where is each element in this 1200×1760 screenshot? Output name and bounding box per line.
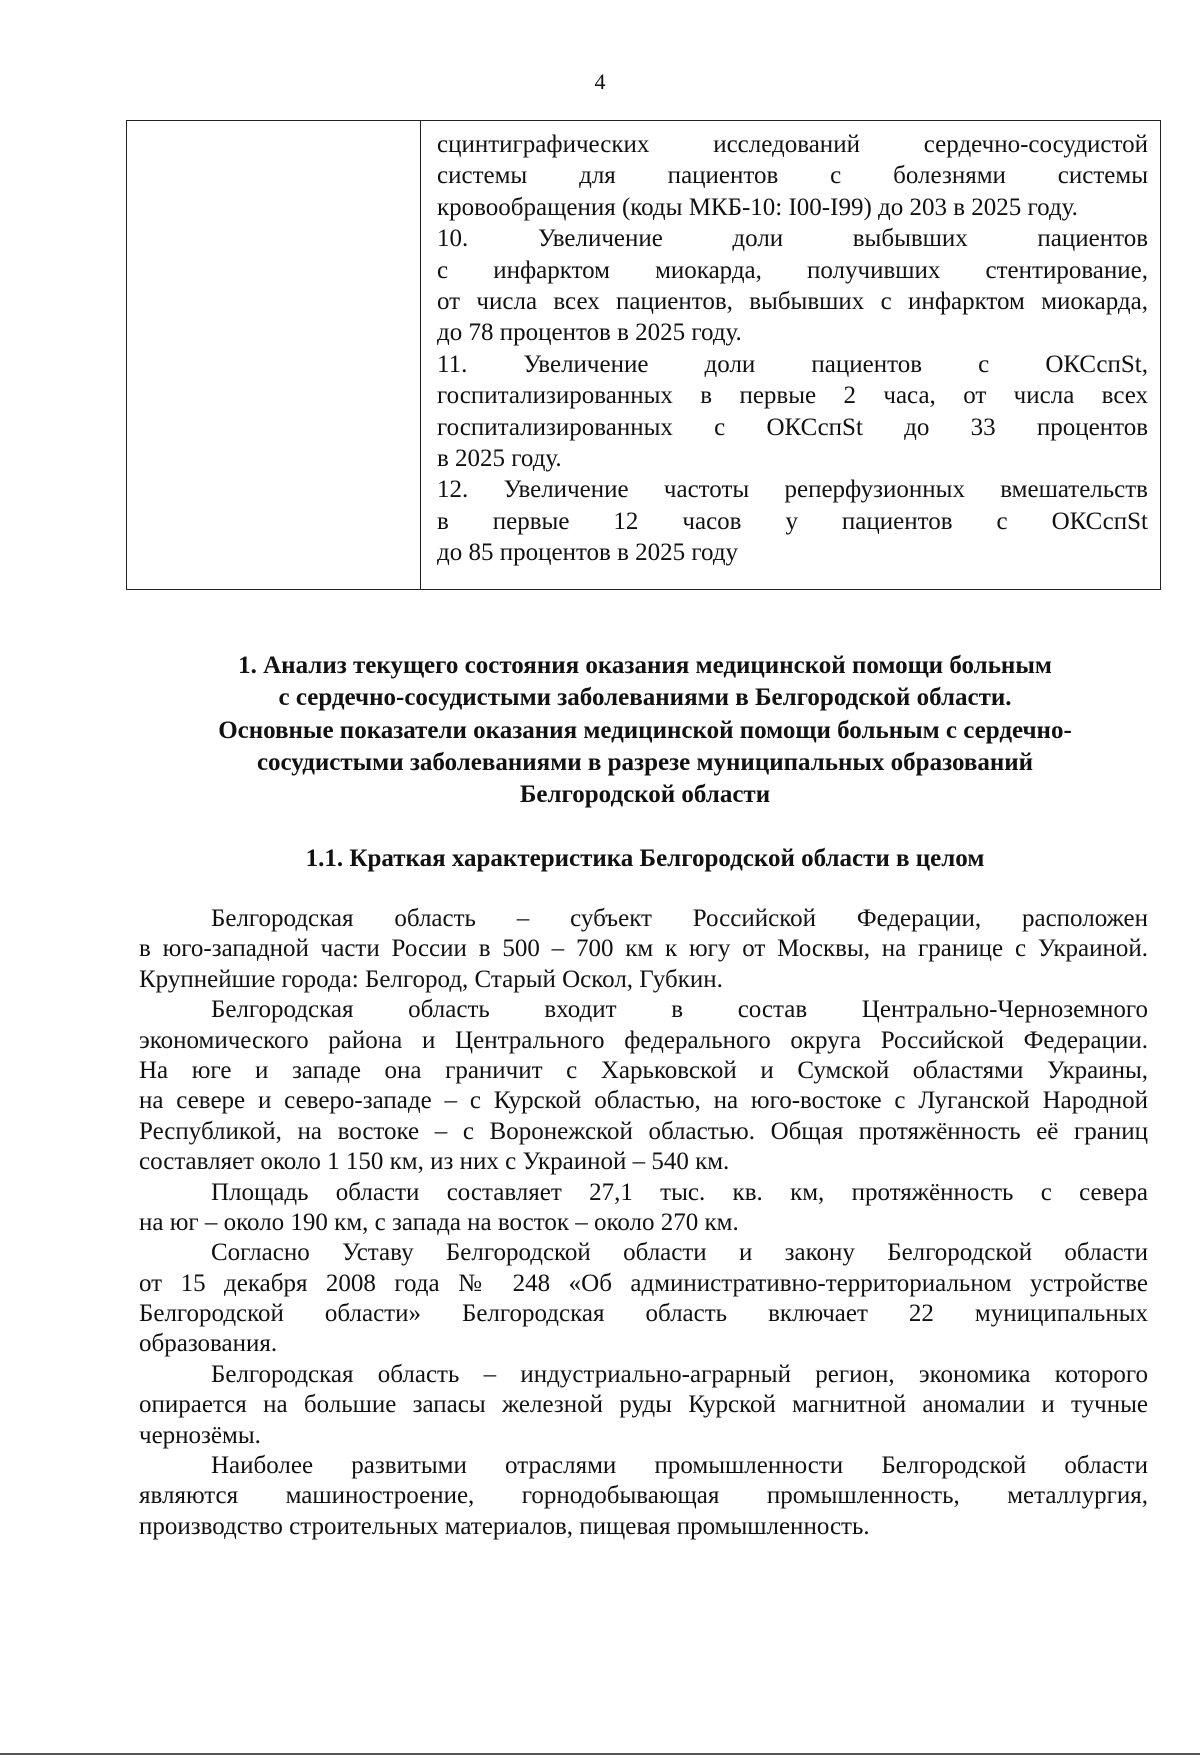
- table-right-cell: [437, 129, 1148, 568]
- paragraph-line: в юго-западной части России в 500 – 700 км к югу от Москвы, на границе с Украиной.: [139, 935, 1148, 963]
- section-heading-line: Белгородской области: [519, 781, 771, 809]
- paragraph-line: составляет около 1 150 км, из них с Украиной – 540 км.: [139, 1148, 730, 1176]
- indicators-table: [126, 120, 1161, 590]
- paragraph-line: Белгородская область – индустриально-аграрный регион, экономика которого: [211, 1360, 1148, 1388]
- table-text-line: до 85 процентов в 2025 году: [437, 539, 739, 567]
- paragraph-line: чернозёмы.: [139, 1421, 261, 1449]
- paragraph-line: на юг – около 190 км, с запада на восток – около 270 км.: [139, 1208, 739, 1236]
- table-text-line: до 78 процентов в 2025 году.: [437, 319, 742, 347]
- table-text-line: 10. Увеличение доли выбывших пациентов: [437, 225, 1148, 253]
- section-heading-line: сосудистыми заболеваниями в разрезе муниципальных образований: [256, 748, 1034, 776]
- paragraph-line: Республикой, на востоке – с Воронежской областью. Общая протяжённость её границ: [139, 1117, 1148, 1145]
- paragraph-line: опирается на большие запасы железной руды Курской магнитной аномалии и тучные: [139, 1391, 1148, 1419]
- section-heading: [150, 650, 1140, 811]
- table-text-line: от числа всех пациентов, выбывших с инфарктом миокарда,: [437, 287, 1148, 315]
- paragraph-line: Наиболее развитыми отраслями промышленности Белгородской области: [211, 1452, 1148, 1480]
- paragraph-line: Белгородская область – субъект Российской Федерации, расположен: [211, 905, 1148, 932]
- subsection-heading: [150, 843, 1140, 875]
- paragraph-line: от 15 декабря 2008 года № 248 «Об административно-территориальном устройстве: [139, 1269, 1148, 1297]
- table-text-line: кровообращения (коды МКБ-10: I00-I99) до 203 в 2025 году.: [437, 193, 1078, 221]
- paragraph-line: На юге и западе она граничит с Харьковской и Сумской областями Украины,: [139, 1056, 1148, 1084]
- table-text-line: системы для пациентов с болезнями системы: [437, 162, 1148, 190]
- bottom-scan-edge: [0, 1753, 1200, 1755]
- table-text-line: 11. Увеличение доли пациентов с ОКСспSt,: [437, 350, 1148, 378]
- page-number: 4: [594, 69, 606, 94]
- table-text-line: госпитализированных с ОКСспSt до 33 процентов: [437, 413, 1148, 441]
- paragraph-line: производство строительных материалов, пищевая промышленность.: [139, 1512, 870, 1540]
- table-text-line: госпитализированных в первые 2 часа, от числа всех: [437, 382, 1148, 410]
- paragraph-line: Площадь области составляет 27,1 тыс. кв. км, протяжённость с севера: [211, 1178, 1148, 1206]
- section-heading-line: 1. Анализ текущего состояния оказания медицинской помощи больным: [238, 652, 1052, 679]
- section-heading-line: Основные показатели оказания медицинской помощи больным с сердечно-: [218, 716, 1072, 744]
- paragraph-line: Согласно Уставу Белгородской области и закону Белгородской области: [211, 1239, 1148, 1267]
- table-text-line: в первые 12 часов у пациентов с ОКСспSt: [437, 507, 1148, 535]
- table-column-divider: [420, 121, 421, 589]
- paragraph-line: Белгородская область входит в состав Центрально-Черноземного: [211, 996, 1148, 1024]
- paragraph-line: на севере и северо-западе – с Курской областью, на юго-востоке с Луганской Народной: [139, 1087, 1148, 1115]
- section-heading-line: с сердечно-сосудистыми заболеваниями в Белгородской области.: [278, 684, 1012, 712]
- body-text: [139, 904, 1148, 1542]
- paragraph-line: образования.: [139, 1330, 278, 1358]
- table-text-line: 12. Увеличение частоты реперфузионных вмешательств: [437, 476, 1148, 504]
- table-text-line: сцинтиграфических исследований сердечно-сосудистой: [437, 131, 1148, 158]
- table-text-line: в 2025 году.: [437, 444, 562, 472]
- paragraph-line: Крупнейшие города: Белгород, Старый Оскол, Губкин.: [139, 965, 723, 993]
- paragraph-line: являются машиностроение, горнодобывающая промышленность, металлургия,: [139, 1482, 1148, 1510]
- paragraph-line: Белгородской области» Белгородская область включает 22 муниципальных: [139, 1300, 1148, 1328]
- paragraph-line: экономического района и Центрального федерального округа Российской Федерации.: [139, 1026, 1148, 1054]
- table-text-line: с инфарктом миокарда, получивших стентирование,: [437, 256, 1148, 284]
- subsection-heading-text: 1.1. Краткая характеристика Белгородской области в целом: [305, 845, 985, 872]
